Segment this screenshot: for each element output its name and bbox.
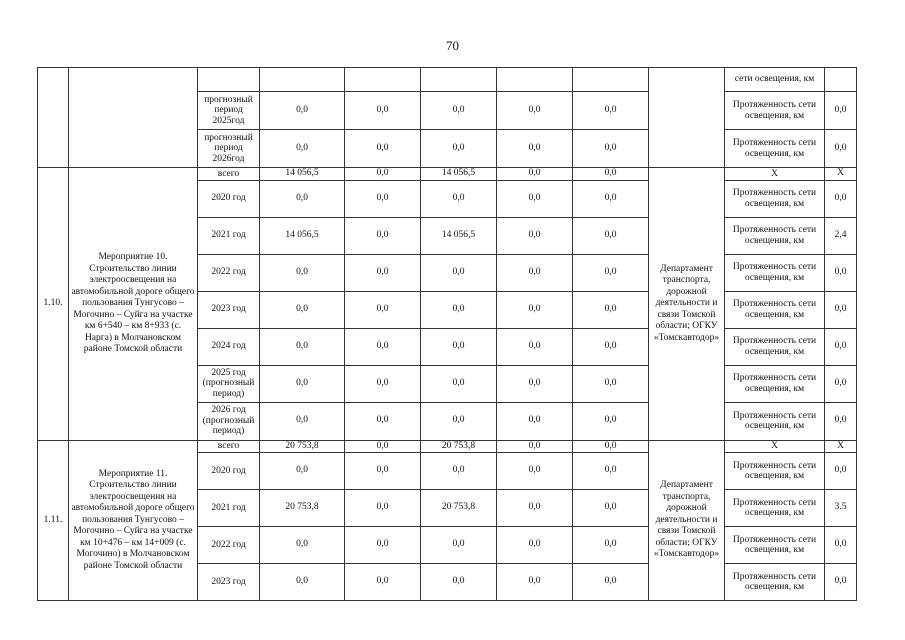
value-cell: 0,0 — [260, 130, 345, 168]
period-cell: 2022 год — [198, 527, 260, 564]
measure-number: 1.11. — [38, 440, 69, 601]
indicator-cell: Протяженность сети освещения, км — [725, 564, 825, 601]
department-cell — [649, 68, 725, 168]
indicator-value-cell: Х — [825, 440, 857, 453]
value-cell — [573, 68, 649, 92]
value-cell: 0,0 — [345, 217, 421, 254]
value-cell: 0,0 — [345, 254, 421, 291]
value-cell: 0,0 — [497, 440, 573, 453]
value-cell: 0,0 — [421, 92, 497, 130]
indicator-value-cell: 0,0 — [825, 453, 857, 490]
indicator-cell: Протяженность сети освещения, км — [725, 328, 825, 365]
value-cell: 0,0 — [345, 130, 421, 168]
value-cell: 0,0 — [421, 291, 497, 328]
indicator-value-cell: 0,0 — [825, 564, 857, 601]
value-cell: 0,0 — [421, 254, 497, 291]
value-cell: 0,0 — [573, 328, 649, 365]
indicator-cell: Протяженность сети освещения, км — [725, 130, 825, 168]
period-cell: 2021 год — [198, 217, 260, 254]
value-cell: 0,0 — [421, 130, 497, 168]
table-row — [38, 440, 857, 453]
indicator-cell: Протяженность сети освещения, км — [725, 92, 825, 130]
value-cell — [260, 68, 345, 92]
indicator-cell: Протяженность сети освещения, км — [725, 527, 825, 564]
value-cell — [345, 68, 421, 92]
value-cell: 0,0 — [497, 130, 573, 168]
indicator-value-cell: 0,0 — [825, 180, 857, 217]
value-cell: 0,0 — [345, 453, 421, 490]
indicator-cell: Х — [725, 440, 825, 453]
value-cell: 0,0 — [260, 180, 345, 217]
measures-table — [37, 67, 857, 601]
value-cell: 0,0 — [345, 180, 421, 217]
table-row — [38, 68, 857, 92]
value-cell: 0,0 — [260, 291, 345, 328]
value-cell: 0,0 — [345, 402, 421, 440]
indicator-value-cell: 0,0 — [825, 291, 857, 328]
value-cell: 0,0 — [345, 92, 421, 130]
table-row — [38, 168, 857, 181]
period-cell: 2023 год — [198, 564, 260, 601]
value-cell — [421, 68, 497, 92]
period-cell — [198, 68, 260, 92]
page-number: 70 — [446, 38, 459, 53]
table-body — [38, 68, 857, 601]
measure-name: Мероприятие 11. Строительство линии электроосвещения на автомобильной дороге общего пользования Тунгусово – Могочино – Суйга на участке км 10+476 – км 14+009 (с. Могочино) в Молчановском районе Томской области — [69, 440, 198, 601]
value-cell: 0,0 — [260, 564, 345, 601]
value-cell: 0,0 — [421, 564, 497, 601]
value-cell: 14 056,5 — [260, 217, 345, 254]
indicator-value-cell: 0,0 — [825, 365, 857, 402]
value-cell: 0,0 — [573, 453, 649, 490]
period-cell: 2022 год — [198, 254, 260, 291]
indicator-value-cell: 0,0 — [825, 254, 857, 291]
value-cell: 0,0 — [573, 217, 649, 254]
value-cell: 0,0 — [421, 328, 497, 365]
indicator-cell: Протяженность сети освещения, км — [725, 490, 825, 527]
value-cell: 0,0 — [497, 92, 573, 130]
indicator-value-cell: 0,0 — [825, 92, 857, 130]
value-cell: 0,0 — [573, 168, 649, 181]
value-cell: 0,0 — [345, 527, 421, 564]
value-cell: 20 753,8 — [421, 440, 497, 453]
period-cell: 2025 год (прогнозный период) — [198, 365, 260, 402]
value-cell: 0,0 — [345, 328, 421, 365]
value-cell: 0,0 — [573, 365, 649, 402]
value-cell: 0,0 — [497, 365, 573, 402]
value-cell: 20 753,8 — [260, 490, 345, 527]
value-cell: 0,0 — [497, 328, 573, 365]
value-cell: 14 056,5 — [421, 168, 497, 181]
value-cell: 0,0 — [497, 180, 573, 217]
value-cell: 0,0 — [421, 527, 497, 564]
value-cell: 0,0 — [497, 402, 573, 440]
value-cell: 0,0 — [497, 254, 573, 291]
indicator-value-cell: 0,0 — [825, 130, 857, 168]
value-cell: 0,0 — [573, 490, 649, 527]
indicator-value-cell: 3.5 — [825, 490, 857, 527]
indicator-cell: Протяженность сети освещения, км — [725, 365, 825, 402]
value-cell: 0,0 — [497, 217, 573, 254]
value-cell: 0,0 — [421, 180, 497, 217]
measure-name-cell — [69, 68, 198, 168]
value-cell: 0,0 — [573, 527, 649, 564]
value-cell: 0,0 — [497, 564, 573, 601]
period-cell: прогнозный период 2025год — [198, 92, 260, 130]
value-cell: 0,0 — [573, 92, 649, 130]
value-cell: 0,0 — [573, 130, 649, 168]
indicator-value-cell: Х — [825, 168, 857, 181]
value-cell: 0,0 — [497, 453, 573, 490]
indicator-cell: Протяженность сети освещения, км — [725, 453, 825, 490]
period-cell: 2026 год (прогнозный период) — [198, 402, 260, 440]
value-cell: 0,0 — [260, 92, 345, 130]
indicator-value-cell: 2,4 — [825, 217, 857, 254]
value-cell — [497, 68, 573, 92]
indicator-value-cell: 0,0 — [825, 402, 857, 440]
period-cell: всего — [198, 440, 260, 453]
period-cell: 2024 год — [198, 328, 260, 365]
value-cell: 0,0 — [345, 440, 421, 453]
value-cell: 14 056,5 — [260, 168, 345, 181]
indicator-cell: Х — [725, 168, 825, 181]
measure-number: 1.10. — [38, 168, 69, 441]
value-cell: 0,0 — [260, 254, 345, 291]
indicator-cell: Протяженность сети освещения, км — [725, 217, 825, 254]
indicator-cell: Протяженность сети освещения, км — [725, 291, 825, 328]
value-cell: 0,0 — [573, 402, 649, 440]
value-cell: 0,0 — [573, 291, 649, 328]
value-cell: 0,0 — [345, 365, 421, 402]
indicator-value-cell — [825, 68, 857, 92]
indicator-cell: Протяженность сети освещения, км — [725, 180, 825, 217]
value-cell: 20 753,8 — [421, 490, 497, 527]
indicator-value-cell: 0,0 — [825, 328, 857, 365]
measure-name: Мероприятие 10. Строительство линии электроосвещения на автомобильной дороге общего пользования Тунгусово – Могочино – Суйга на участке км 6+540 – км 8+933 (с. Нарга) в Молчановском районе Томской области — [69, 168, 198, 441]
responsible-department: Департамент транспорта, дорожной деятельности и связи Томской области; ОГКУ «Томскавтодор» — [649, 168, 725, 441]
period-cell: 2021 год — [198, 490, 260, 527]
value-cell: 0,0 — [497, 291, 573, 328]
period-cell: всего — [198, 168, 260, 181]
value-cell: 0,0 — [421, 365, 497, 402]
period-cell: прогнозный период 2026год — [198, 130, 260, 168]
period-cell: 2020 год — [198, 180, 260, 217]
value-cell: 0,0 — [345, 490, 421, 527]
indicator-value-cell: 0,0 — [825, 527, 857, 564]
value-cell: 0,0 — [573, 564, 649, 601]
value-cell: 0,0 — [260, 527, 345, 564]
value-cell: 14 056,5 — [421, 217, 497, 254]
value-cell: 0,0 — [260, 365, 345, 402]
value-cell: 20 753,8 — [260, 440, 345, 453]
value-cell: 0,0 — [260, 453, 345, 490]
value-cell: 0,0 — [497, 490, 573, 527]
value-cell: 0,0 — [260, 328, 345, 365]
value-cell: 0,0 — [573, 440, 649, 453]
responsible-department: Департамент транспорта, дорожной деятельности и связи Томской области; ОГКУ «Томскавтодор» — [649, 440, 725, 601]
value-cell: 0,0 — [421, 453, 497, 490]
indicator-cell: Протяженность сети освещения, км — [725, 402, 825, 440]
value-cell: 0,0 — [345, 168, 421, 181]
number-cell — [38, 68, 69, 168]
value-cell: 0,0 — [345, 291, 421, 328]
value-cell: 0,0 — [497, 527, 573, 564]
indicator-cell: сети освещения, км — [725, 68, 825, 92]
value-cell: 0,0 — [260, 402, 345, 440]
value-cell: 0,0 — [345, 564, 421, 601]
value-cell: 0,0 — [573, 180, 649, 217]
period-cell: 2020 год — [198, 453, 260, 490]
value-cell: 0,0 — [573, 254, 649, 291]
period-cell: 2023 год — [198, 291, 260, 328]
value-cell: 0,0 — [421, 402, 497, 440]
value-cell: 0,0 — [497, 168, 573, 181]
indicator-cell: Протяженность сети освещения, км — [725, 254, 825, 291]
